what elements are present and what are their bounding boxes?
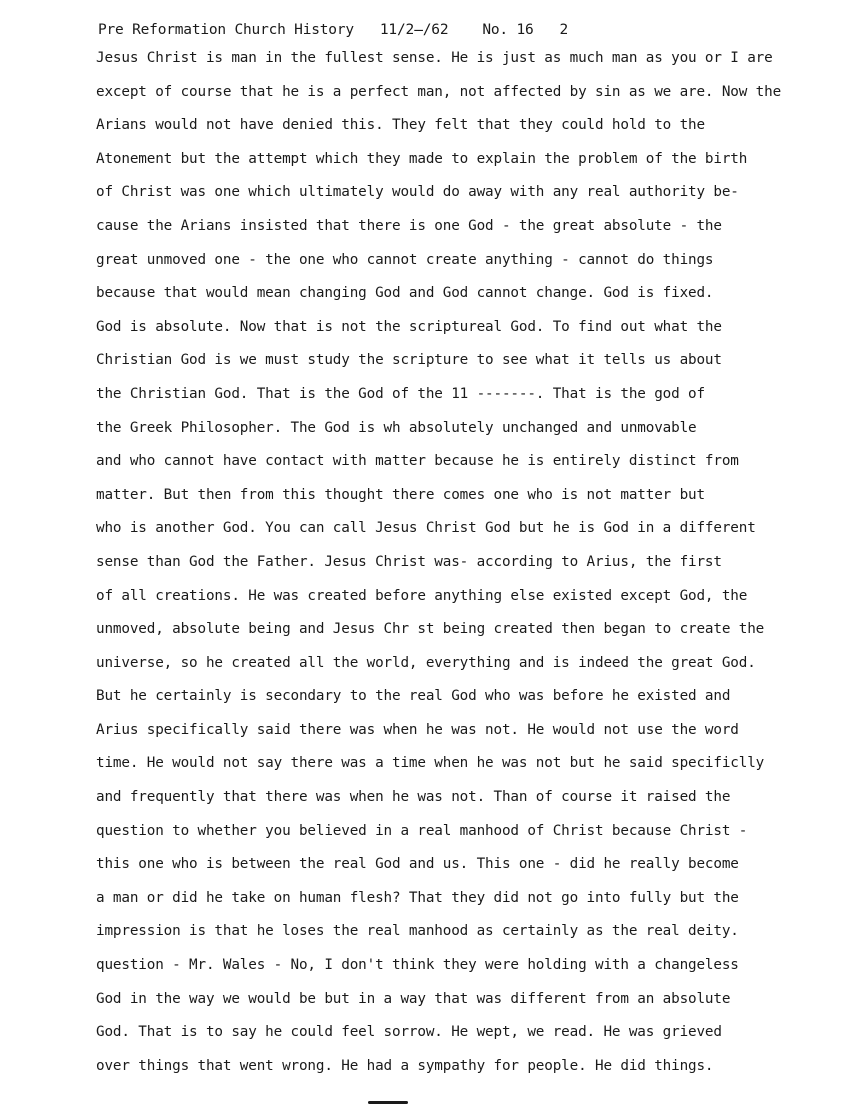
text-line: Arians would not have denied this. They felt that they could hold to the	[96, 117, 705, 134]
text-line: the Greek Philosopher. The God is wh absolutely unchanged and unmovable	[96, 419, 697, 436]
page-number: 2	[559, 22, 569, 38]
text-line: question to whether you believed in a real manhood of Christ because Christ -	[96, 822, 748, 839]
text-line: Christian God is we must study the scripture to see what it tells us about	[96, 352, 722, 369]
lecture-number: No. 16	[482, 22, 534, 38]
text-line: impression is that he loses the real manhood as certainly as the real deity.	[96, 923, 739, 940]
text-line: Arius specifically said there was when he was not. He would not use the word	[96, 721, 739, 738]
page-header	[98, 22, 568, 38]
text-line: because that would mean changing God and God cannot change. God is fixed.	[96, 285, 714, 302]
text-line: sense than God the Father. Jesus Christ was- according to Arius, the first	[96, 553, 722, 570]
text-line: matter. But then from this thought there comes one who is not matter but	[96, 486, 705, 503]
body-text	[96, 49, 816, 1090]
text-line: But he certainly is secondary to the real God who was before he existed and	[96, 688, 731, 705]
lecture-date: 11/2̶/62	[379, 22, 449, 38]
text-line: time. He would not say there was a time when he was not but he said specificlly	[96, 755, 765, 772]
document-title: Pre Reformation Church History	[98, 22, 354, 38]
text-line: God is absolute. Now that is not the scriptureal God. To find out what the	[96, 318, 722, 335]
text-line: God in the way we would be but in a way that was different from an absolute	[96, 990, 731, 1007]
text-line: cause the Arians insisted that there is one God - the great absolute - the	[96, 217, 722, 234]
text-line: a man or did he take on human flesh? That they did not go into fully but the	[96, 889, 739, 906]
text-line: and frequently that there was when he was not. Than of course it raised the	[96, 789, 731, 806]
text-line: this one who is between the real God and us. This one - did he really become	[96, 856, 739, 873]
text-line: of Christ was one which ultimately would do away with any real authority be-	[96, 184, 739, 201]
text-line: and who cannot have contact with matter because he is entirely distinct from	[96, 453, 739, 470]
text-line: except of course that he is a perfect man, not affected by sin as we are. Now the	[96, 83, 782, 100]
text-line: great unmoved one - the one who cannot create anything - cannot do things	[96, 251, 714, 268]
text-line: the Christian God. That is the God of the 11 -------. That is the god of	[96, 385, 705, 402]
text-line: Atonement but the attempt which they made to explain the problem of the birth	[96, 150, 748, 167]
page-bottom-mark	[368, 1101, 408, 1104]
text-line: God. That is to say he could feel sorrow. He wept, we read. He was grieved	[96, 1024, 722, 1041]
text-line: Jesus Christ is man in the fullest sense. He is just as much man as you or I are	[96, 50, 773, 66]
text-line: who is another God. You can call Jesus Christ God but he is God in a different	[96, 520, 756, 537]
text-line: question - Mr. Wales - No, I don't think they were holding with a changeless	[96, 957, 739, 974]
text-line: unmoved, absolute being and Jesus Chr st being created then began to create the	[96, 621, 765, 638]
text-line: of all creations. He was created before anything else existed except God, the	[96, 587, 748, 604]
text-line: over things that went wrong. He had a sympathy for people. He did things.	[96, 1057, 714, 1074]
text-line: universe, so he created all the world, everything and is indeed the great God.	[96, 654, 756, 671]
